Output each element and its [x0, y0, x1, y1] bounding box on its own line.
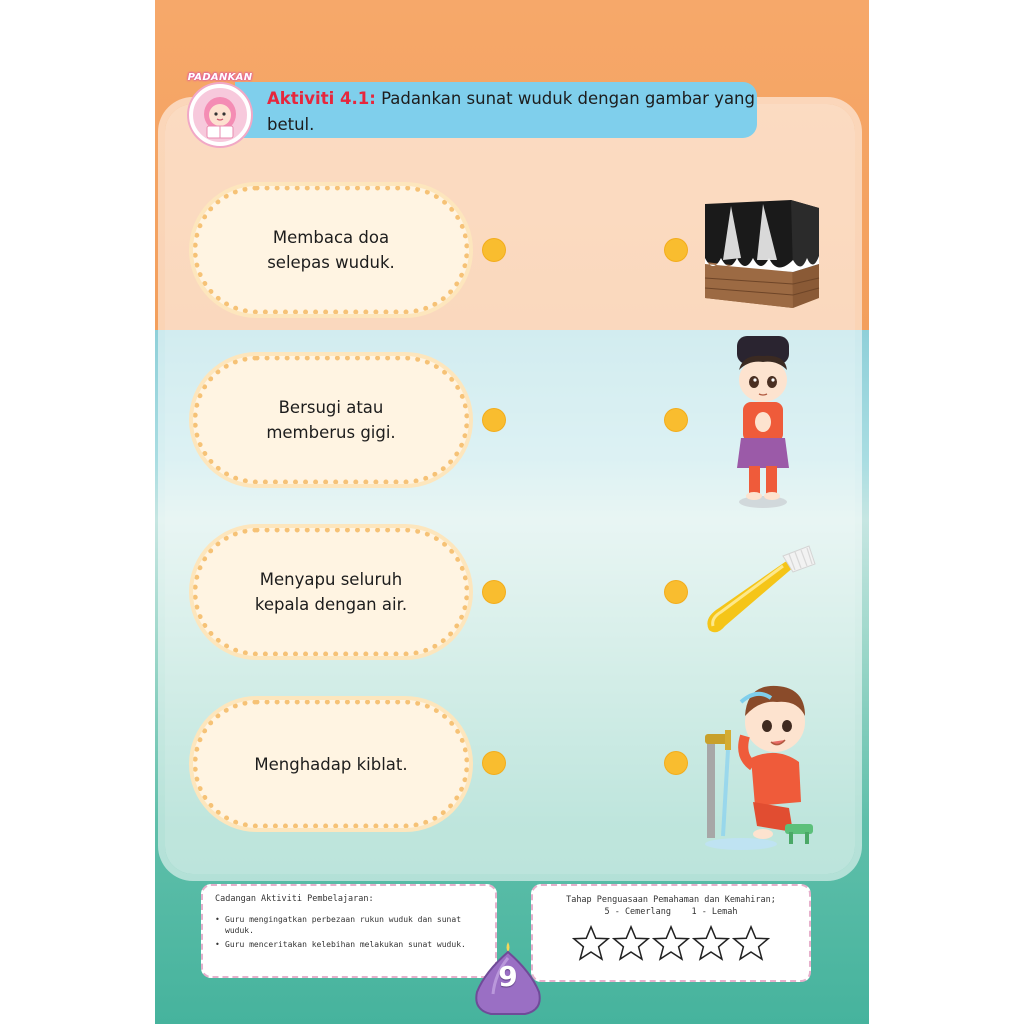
- note-item-2: • Guru menceritakan kelebihan melakukan sunat wuduk.: [215, 939, 483, 950]
- girl-mascot-icon: [189, 84, 251, 146]
- rating-title: Tahap Penguasaan Pemahaman dan Kemahiran;: [566, 895, 776, 905]
- right-match-dot-3[interactable]: [665, 581, 687, 603]
- notes-title: Cadangan Aktiviti Pembelajaran:: [215, 894, 374, 904]
- right-match-dot-4[interactable]: [665, 752, 687, 774]
- padankan-badge: [185, 72, 255, 148]
- star-icon[interactable]: [732, 924, 770, 962]
- star-icon[interactable]: [692, 924, 730, 962]
- statement-box-4: [193, 700, 469, 828]
- star-icon[interactable]: [612, 924, 650, 962]
- rating-stars: [533, 924, 809, 962]
- note-item-1: • Guru mengingatkan perbezaan rukun wuduk dan sunat wuduk.: [215, 914, 483, 936]
- page-number-badge: [467, 938, 549, 1018]
- rating-scale: 5 - Cemerlang 1 - Lemah: [604, 907, 738, 917]
- statement-text-3: Menyapu seluruh kepala dengan air.: [254, 570, 408, 614]
- left-match-dot-2[interactable]: [483, 409, 505, 431]
- worksheet-page: [155, 0, 869, 1024]
- activity-number: Aktiviti 4.1:: [267, 89, 376, 108]
- statement-box-3: [193, 528, 469, 656]
- mastery-rating-box: [531, 884, 811, 982]
- statement-box-1: [193, 186, 469, 314]
- boy-washing-head-icon: [701, 676, 819, 858]
- left-match-dot-3[interactable]: [483, 581, 505, 603]
- star-icon[interactable]: [652, 924, 690, 962]
- page-number: 9: [498, 960, 518, 993]
- star-icon[interactable]: [572, 924, 610, 962]
- badge-label: PADANKAN: [187, 72, 253, 83]
- kaaba-icon: [701, 198, 821, 314]
- left-match-dot-4[interactable]: [483, 752, 505, 774]
- toothbrush-icon: [699, 542, 817, 646]
- right-match-dot-1[interactable]: [665, 239, 687, 261]
- left-match-dot-1[interactable]: [483, 239, 505, 261]
- right-match-dot-2[interactable]: [665, 409, 687, 431]
- learning-suggestions-box: [201, 884, 497, 978]
- activity-instruction: Padankan sunat wuduk dengan gambar yang betul.: [267, 89, 755, 134]
- statement-box-2: [193, 356, 469, 484]
- statement-text-4: Menghadap kiblat.: [254, 754, 408, 774]
- statement-text-1: Membaca doa selepas wuduk.: [267, 228, 395, 272]
- statement-text-2: Bersugi atau memberus gigi.: [266, 398, 396, 442]
- praying-boy-icon: [727, 330, 799, 514]
- activity-title: [267, 86, 757, 138]
